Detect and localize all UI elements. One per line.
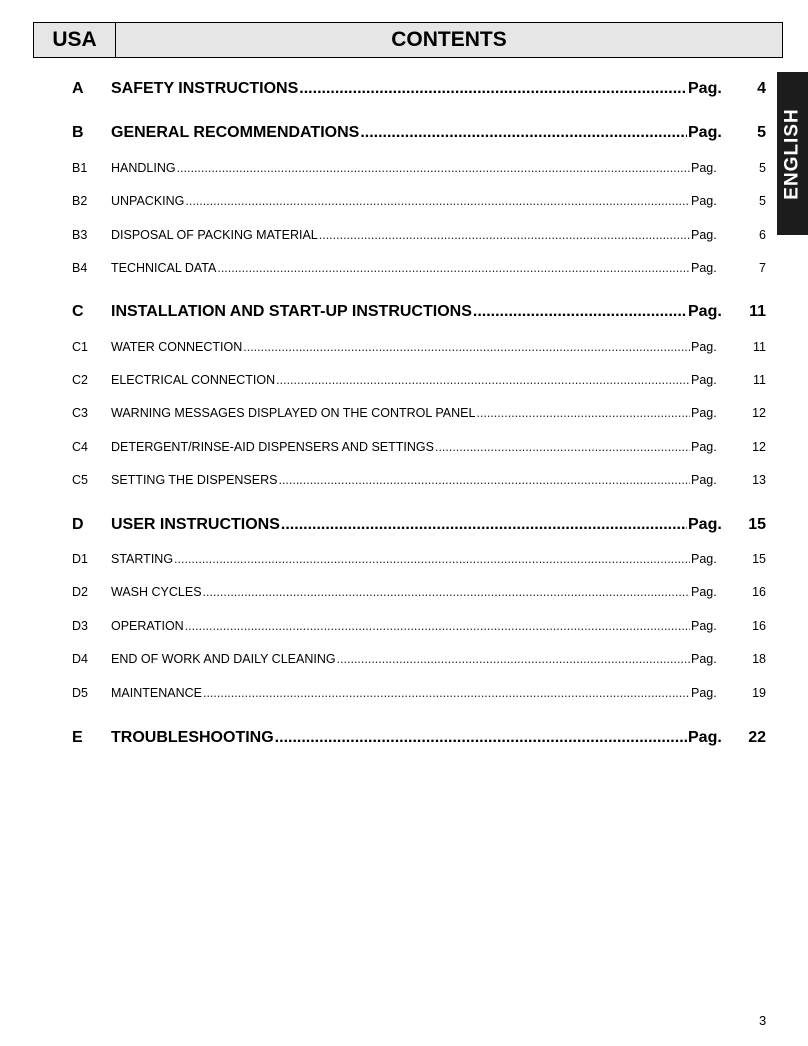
- toc-section-row: [72, 80, 766, 98]
- toc-pag: Pag.: [688, 80, 722, 97]
- toc-pag: Pag.: [691, 406, 717, 420]
- page-title: CONTENTS: [391, 28, 507, 51]
- toc-code: C4: [72, 440, 88, 454]
- toc-subsection-row: [72, 585, 766, 599]
- toc-pag: Pag.: [688, 303, 722, 320]
- toc-leader: [337, 652, 690, 666]
- toc-leader: [243, 340, 690, 354]
- toc-page-number: 5: [757, 124, 766, 141]
- toc-label: MAINTENANCE: [111, 686, 202, 700]
- toc-subsection-row: [72, 552, 766, 566]
- toc-page-number: 4: [757, 80, 766, 97]
- language-tab: [777, 72, 808, 235]
- toc-code: B: [72, 124, 84, 141]
- toc-page-number: 22: [748, 729, 766, 746]
- toc-code: C2: [72, 373, 88, 387]
- toc-page-number: 12: [752, 406, 766, 420]
- toc-label: GENERAL RECOMMENDATIONS: [111, 124, 360, 141]
- toc-page-number: 16: [752, 585, 766, 599]
- toc-subsection-row: [72, 440, 766, 454]
- toc-leader: [476, 406, 690, 420]
- toc-leader: [435, 440, 690, 454]
- toc-subsection-row: [72, 340, 766, 354]
- toc-label: SETTING THE DISPENSERS: [111, 473, 278, 487]
- toc-leader: [174, 552, 690, 566]
- toc-page-number: 11: [753, 373, 766, 387]
- toc-code: E: [72, 729, 83, 746]
- toc-label: USER INSTRUCTIONS: [111, 516, 280, 533]
- toc-pag: Pag.: [691, 552, 717, 566]
- toc-pag: Pag.: [691, 619, 717, 633]
- toc-label: STARTING: [111, 552, 174, 566]
- toc-leader: [281, 516, 687, 534]
- toc-leader: [473, 303, 687, 321]
- toc-pag: Pag.: [691, 440, 717, 454]
- toc-pag: Pag.: [691, 686, 717, 700]
- toc-section-row: [72, 516, 766, 534]
- toc-label: OPERATION: [111, 619, 184, 633]
- toc-page-number: 15: [752, 552, 766, 566]
- toc-pag: Pag.: [691, 228, 717, 242]
- toc-code: D: [72, 516, 84, 533]
- toc-pag: Pag.: [691, 652, 717, 666]
- toc-label: SAFETY INSTRUCTIONS: [111, 80, 299, 97]
- toc-label: WATER CONNECTION: [111, 340, 243, 354]
- toc-section-row: [72, 124, 766, 142]
- toc-section-row: [72, 303, 766, 321]
- toc-code: D5: [72, 686, 88, 700]
- toc-page-number: 16: [752, 619, 766, 633]
- toc-page-number: 11: [753, 340, 766, 354]
- toc-code: B4: [72, 261, 88, 275]
- toc-label: HANDLING: [111, 161, 176, 175]
- toc-leader: [275, 729, 687, 747]
- toc-subsection-row: [72, 619, 766, 633]
- toc-leader: [319, 228, 690, 242]
- toc-leader: [185, 619, 690, 633]
- toc-label: WASH CYCLES: [111, 585, 202, 599]
- toc-pag: Pag.: [688, 124, 722, 141]
- toc-code: D4: [72, 652, 88, 666]
- region-label: USA: [34, 23, 116, 57]
- toc-pag: Pag.: [691, 194, 717, 208]
- toc-subsection-row: [72, 261, 766, 275]
- toc-subsection-row: [72, 406, 766, 420]
- toc-pag: Pag.: [691, 340, 717, 354]
- toc-pag: Pag.: [691, 161, 717, 175]
- toc-page-number: 12: [752, 440, 766, 454]
- toc-subsection-row: [72, 228, 766, 242]
- toc-leader: [177, 161, 690, 175]
- toc-label: END OF WORK AND DAILY CLEANING: [111, 652, 336, 666]
- toc-page-number: 11: [749, 303, 766, 320]
- toc-subsection-row: [72, 194, 766, 208]
- toc-page-number: 5: [759, 194, 766, 208]
- toc-code: B2: [72, 194, 88, 208]
- toc-pag: Pag.: [688, 729, 722, 746]
- toc-page-number: 5: [759, 161, 766, 175]
- toc-subsection-row: [72, 652, 766, 666]
- toc-label: DISPOSAL OF PACKING MATERIAL: [111, 228, 318, 242]
- toc-subsection-row: [72, 473, 766, 487]
- toc-label: INSTALLATION AND START-UP INSTRUCTIONS: [111, 303, 472, 320]
- toc-pag: Pag.: [688, 516, 722, 533]
- toc-leader: [360, 124, 687, 142]
- contents-header: [33, 22, 783, 58]
- toc-leader: [185, 194, 690, 208]
- toc-section-row: [72, 729, 766, 747]
- toc-code: D1: [72, 552, 88, 566]
- toc-label: ELECTRICAL CONNECTION: [111, 373, 276, 387]
- toc-leader: [278, 473, 690, 487]
- toc-page-number: 6: [759, 228, 766, 242]
- page-number: 3: [759, 1013, 767, 1028]
- toc-page-number: 18: [752, 652, 766, 666]
- toc-leader: [203, 585, 690, 599]
- toc-page-number: 19: [752, 686, 766, 700]
- toc-pag: Pag.: [691, 473, 717, 487]
- toc-code: C: [72, 303, 84, 320]
- toc-subsection-row: [72, 161, 766, 175]
- toc-subsection-row: [72, 373, 766, 387]
- toc-label: UNPACKING: [111, 194, 185, 208]
- toc-leader: [203, 686, 690, 700]
- toc-code: C3: [72, 406, 88, 420]
- toc-code: C5: [72, 473, 88, 487]
- toc-leader: [217, 261, 690, 275]
- toc-code: B3: [72, 228, 88, 242]
- toc-page-number: 13: [752, 473, 766, 487]
- toc-page-number: 15: [748, 516, 766, 533]
- toc-label: WARNING MESSAGES DISPLAYED ON THE CONTROL PANEL: [111, 406, 476, 420]
- toc-pag: Pag.: [691, 261, 717, 275]
- toc-pag: Pag.: [691, 373, 717, 387]
- toc-code: C1: [72, 340, 88, 354]
- toc-leader: [299, 80, 687, 98]
- toc-pag: Pag.: [691, 585, 717, 599]
- toc-code: D2: [72, 585, 88, 599]
- toc-page-number: 7: [759, 261, 766, 275]
- language-tab-label: ENGLISH: [781, 107, 803, 200]
- toc-code: B1: [72, 161, 88, 175]
- toc-code: D3: [72, 619, 88, 633]
- toc-code: A: [72, 80, 84, 97]
- toc-subsection-row: [72, 686, 766, 700]
- toc-label: TROUBLESHOOTING: [111, 729, 274, 746]
- toc-leader: [276, 373, 690, 387]
- toc-label: TECHNICAL DATA: [111, 261, 217, 275]
- toc-label: DETERGENT/RINSE-AID DISPENSERS AND SETTINGS: [111, 440, 434, 454]
